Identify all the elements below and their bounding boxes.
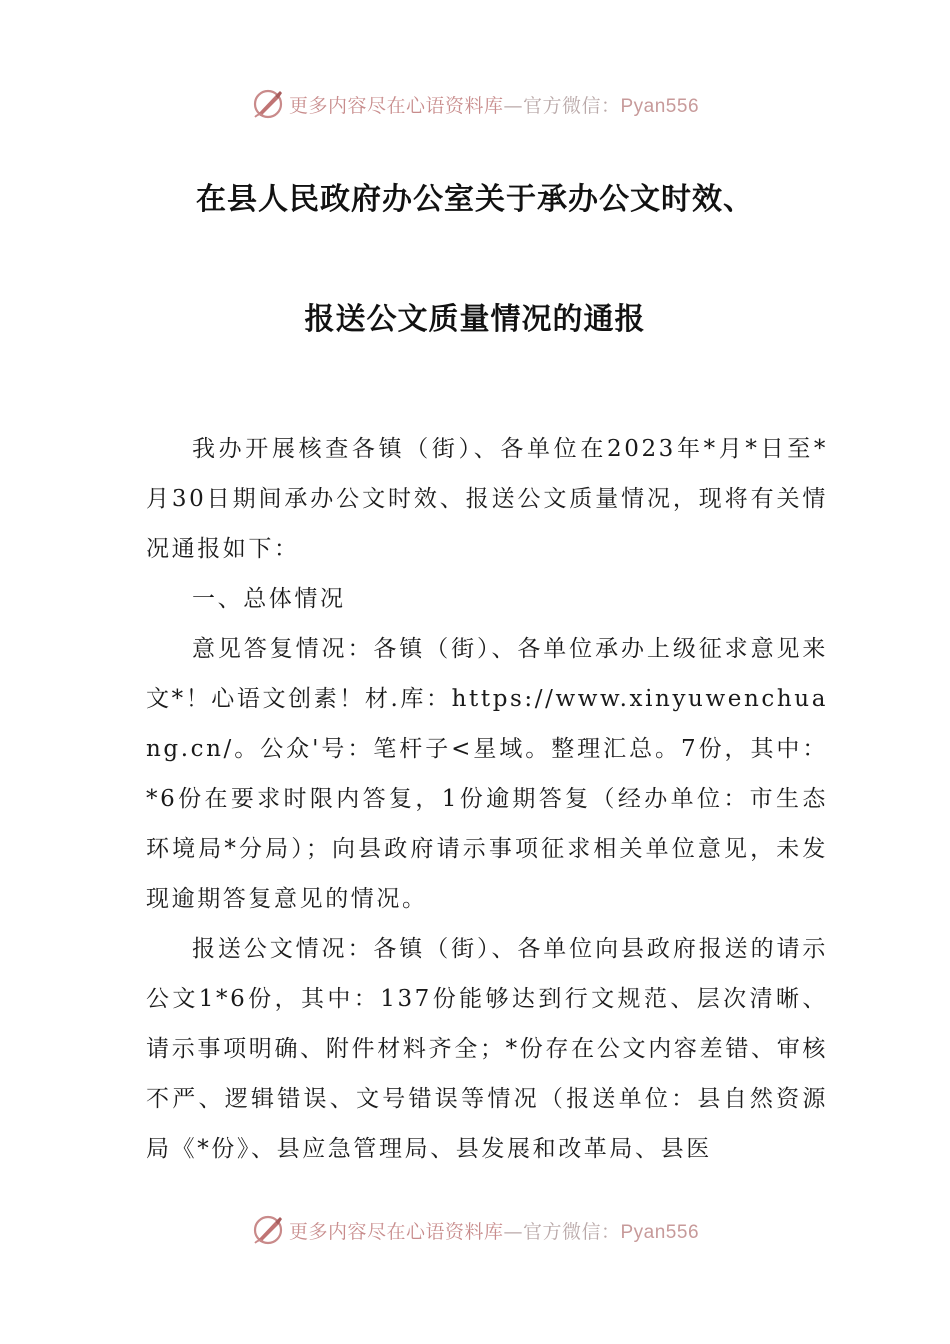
- section-heading-overall: 一、总体情况: [192, 586, 346, 612]
- paragraph-submitted-docs: 报送公文情况：各镇（街）、各单位向县政府报送的请示公文1*6份，其中：137份能够达到行文规范、层次清晰、请示事项明确、附件材料齐全；*份存在公文内容差错、审核不严、逻辑错误、文号错误等情况（报送单位：县自然资源局《*份》、县应急管理局、县发展和改革局、县医: [146, 936, 828, 1162]
- watermark-text: 更多内容尽在心语资料库—官方微信：Pyan556: [288, 1220, 700, 1243]
- watermark-text: 更多内容尽在心语资料库—官方微信：Pyan556: [288, 94, 700, 117]
- document-body: [146, 424, 828, 1174]
- watermark-header: [0, 84, 950, 124]
- watermark-footer: [0, 1210, 950, 1250]
- document-title-line-1: 在县人民政府办公室关于承办公文时效、: [196, 182, 754, 217]
- document-title-line-2: 报送公文质量情况的通报: [304, 302, 646, 337]
- pen-logo-icon: [251, 87, 285, 121]
- paragraph-opinion-reply: 意见答复情况：各镇（街）、各单位承办上级征求意见来文*！心语文创素！材.库：https://www.xinyuwenchuang.cn/。公众'号：笔杆子<星域。整理汇总。7份，其中：*6份在要求时限内答复，1份逾期答复（经办单位：市生态环境局*分局）；向县政府请示事项征求相关单位意见，未发现逾期答复意见的情况。: [146, 636, 829, 912]
- pen-logo-icon: [251, 1213, 285, 1247]
- paragraph-intro: 我办开展核查各镇（街）、各单位在2023年*月*日至*月30日期间承办公文时效、报送公文质量情况，现将有关情况通报如下：: [146, 436, 828, 562]
